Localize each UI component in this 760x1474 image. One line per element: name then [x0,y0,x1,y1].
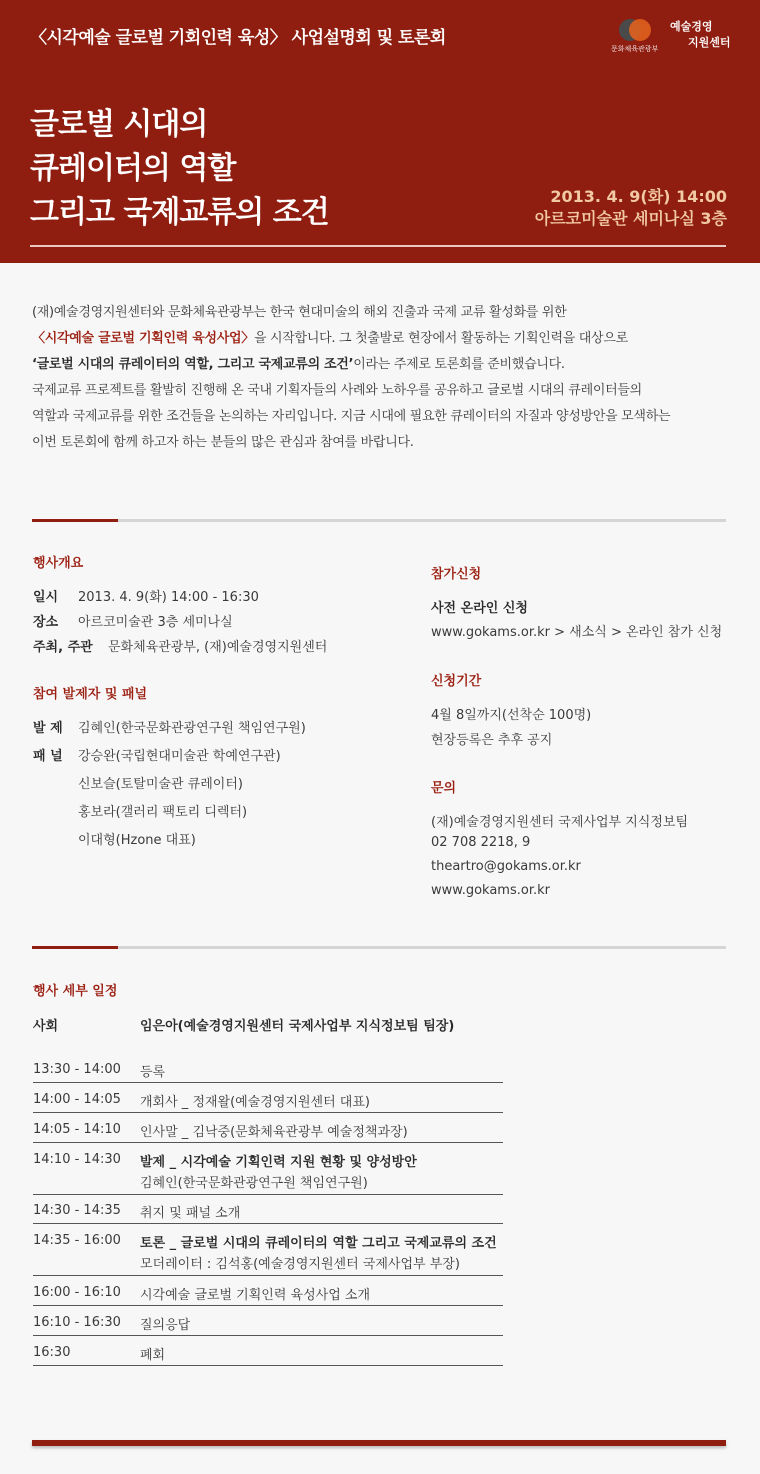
intro-line: 역할과 국제교류를 위한 조건들을 논의하는 자리입니다. 지금 시대에 필요한 큐레이터의 자질과 양성방안을 모색하는 [32,409,671,424]
schedule-time: 16:00 - 16:10 [33,1285,121,1300]
header-banner [0,0,760,263]
overview-place [33,611,233,630]
panel-title: 참여 발제자 및 패널 [33,687,148,702]
presenter-row [33,717,306,736]
panelist: 홍보라(갤러리 팩토리 디렉터) [78,805,248,820]
schedule-row [33,1062,503,1083]
event-datetime [535,186,727,230]
schedule-desc-sub: 모더레이터 : 김석홍(예술경영지원센터 국제사업부 부장) [140,1257,460,1272]
presenter-value: 김혜인(한국문화관광연구원 책임연구원) [78,721,306,736]
panel-label: 패 널 [33,749,63,764]
date-value: 2013. 4. 9(화) 14:00 - 16:30 [78,590,259,605]
panelist-row [33,745,281,764]
schedule-row [33,1315,503,1336]
presenter-label: 발 제 [33,721,63,736]
mc-label: 사회 [33,1019,59,1034]
forum-theme: ‘글로벌 시대의 큐레이터의 역할, 그리고 국제교류의 조건’ [32,357,354,372]
title-line-2: 큐레이터의 역할 [30,151,236,186]
contact-org: (재)예술경영지원센터 국제사업부 지식정보팀 [431,815,689,830]
schedule-desc [140,1152,417,1194]
title-line-3: 그리고 국제교류의 조건 [30,195,329,230]
intro-line: (재)예술경영지원센터와 문화체육관광부는 한국 현대미술의 해외 진출과 국제 교류 활성화를 위한 [32,305,567,320]
apply-heading: 사전 온라인 신청 [431,601,528,616]
contact-email[interactable]: theartro@gokams.or.kr [431,859,581,874]
kams-logo-line1: 예술경영 [670,20,713,33]
mc-value: 임은아(예술경영지원센터 국제사업부 지식정보팀 팀장) [140,1019,455,1034]
apply-path-link[interactable]: www.gokams.or.kr > 새소식 > 온라인 참가 신청 [431,625,723,640]
schedule-desc: 등록 [140,1065,166,1080]
schedule-time: 13:30 - 14:00 [33,1062,121,1077]
schedule-row [33,1285,503,1306]
footer-bar [32,1440,726,1446]
schedule-row [33,1233,503,1276]
schedule-time: 16:10 - 16:30 [33,1315,121,1330]
apply-title: 참가신청 [431,567,482,582]
intro-line [32,352,728,378]
logo-circle-orange [629,19,651,41]
section-divider [32,519,726,522]
event-venue: 아르코미술관 세미나실 3층 [534,209,727,228]
schedule-row [33,1345,503,1366]
contact-website[interactable]: www.gokams.or.kr [431,883,550,898]
schedule-row [33,1152,503,1195]
overview-title: 행사개요 [33,556,84,571]
schedule-row [33,1203,503,1224]
page-title [30,103,329,235]
schedule-time: 14:30 - 14:35 [33,1203,121,1218]
schedule-desc [140,1233,497,1275]
overview-date [33,586,259,605]
intro-line: 국제교류 프로젝트를 활발히 진행해 온 국내 기획자들의 사례와 노하우를 공유하고 글로벌 시대의 큐레이터들의 [32,383,642,398]
divider-accent [32,946,118,949]
panelist: 강승완(국립현대미술관 학예연구관) [78,749,281,764]
panelist: 신보슬(토탈미술관 큐레이터) [78,777,243,792]
place-value: 아르코미술관 3층 세미나실 [78,615,233,630]
period-deadline: 4월 8일까지(선착순 100명) [431,708,592,723]
schedule-desc-sub: 김혜인(한국문화관광연구원 책임연구원) [140,1176,368,1191]
period-title: 신청기간 [431,674,482,689]
ministry-logo-text: 문화체육관광부 [611,45,659,53]
schedule-desc: 질의응답 [140,1318,191,1333]
schedule-title: 행사 세부 일정 [33,984,118,999]
intro-line-rest: 이라는 주제로 토론회를 준비했습니다. [353,357,565,372]
schedule-desc: 인사말 _ 김낙중(문화체육관광부 예술정책과장) [140,1125,408,1140]
contact-title: 문의 [431,781,457,796]
schedule-row [33,1122,503,1143]
schedule-time: 14:05 - 14:10 [33,1122,121,1137]
title-rule [30,245,726,247]
panelist: 이대형(Hzone 대표) [78,833,196,848]
schedule-desc-main: 토론 _ 글로벌 시대의 큐레이터의 역할 그리고 국제교류의 조건 [140,1236,497,1251]
contact-phone: 02 708 2218, 9 [431,835,531,850]
schedule-row [33,1092,503,1113]
intro-line: 이번 토론회에 함께 하고자 하는 분들의 많은 관심과 참여를 바랍니다. [32,435,414,450]
schedule-time: 14:00 - 14:05 [33,1092,121,1107]
ministry-logo [611,16,661,56]
intro-line [32,326,728,352]
intro-line-rest: 을 시작합니다. 그 첫출발로 현장에서 활동하는 기획인력을 대상으로 [253,331,628,346]
kams-logo [670,18,730,58]
period-onsite: 현장등록은 추후 공지 [431,733,553,748]
schedule-time: 14:35 - 16:00 [33,1233,121,1248]
schedule-desc: 시각예술 글로벌 기획인력 육성사업 소개 [140,1288,371,1303]
schedule-desc: 폐회 [140,1348,166,1363]
schedule-desc: 개회사 _ 정재왈(예술경영지원센터 대표) [140,1095,370,1110]
schedule-desc: 취지 및 패널 소개 [140,1206,241,1221]
event-date: 2013. 4. 9(화) 14:00 [550,187,727,206]
intro-text [32,300,728,456]
date-label: 일시 [33,590,59,605]
program-name: 〈시각예술 글로벌 기획인력 육성사업〉 [32,331,254,346]
host-value: 문화체육관광부, (재)예술경영지원센터 [108,640,328,655]
divider-accent [32,519,118,522]
host-label: 주최, 주관 [33,640,93,655]
overview-host [33,636,327,655]
kams-logo-line2: 지원센터 [688,36,731,49]
section-divider [32,946,726,949]
title-line-1: 글로벌 시대의 [30,107,208,142]
place-label: 장소 [33,615,59,630]
schedule-time: 14:10 - 14:30 [33,1152,121,1167]
schedule-time: 16:30 [33,1345,71,1360]
event-subtitle: 〈시각예술 글로벌 기회인력 육성〉 사업설명회 및 토론회 [30,28,446,48]
schedule-desc-main: 발제 _ 시각예술 기획인력 지원 현황 및 양성방안 [140,1155,417,1170]
